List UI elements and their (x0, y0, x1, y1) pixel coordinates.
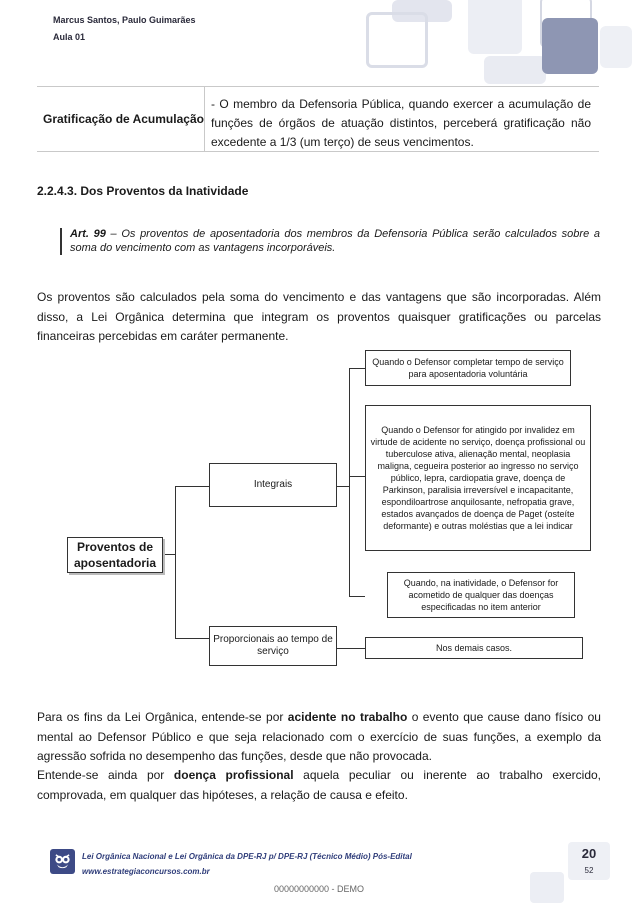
header-authors: Marcus Santos, Paulo Guimarães (53, 15, 196, 25)
connector (175, 638, 209, 639)
text: Para os fins da Lei Orgânica, entende-se por (37, 710, 288, 724)
page-total: 52 (584, 866, 594, 875)
paragraph-doenca (37, 766, 601, 805)
leaf-inatividade-box: Quando, na inatividade, o Defensor for acometido de qualquer das doenças especificadas no item anterior (387, 572, 575, 618)
connector (163, 554, 175, 555)
gratification-table (37, 86, 599, 152)
article-text: – Os proventos de aposentadoria dos membros da Defensoria Pública serão calculados sobre a soma do vencimento com as vantagens incorporáveis. (70, 228, 600, 254)
bold-term: doença profissional (173, 768, 294, 782)
header-decoration (600, 26, 632, 68)
connector (337, 486, 349, 487)
text: Entende-se ainda por (37, 768, 174, 782)
leaf-invalidez-box: Quando o Defensor for atingido por invalidez em virtude de acidente no serviço, doença profissional ou tuberculose ativa, alienação mental, neoplasia maligna, cegueira posterior ao ingresso no serviço público, lepra, cardiopatia grave, doença de Parkinson, paralisia irreversível e incapacitante, espondiloartrose anquilosante, nefropatia grave, estados avançados de doença de Paget (osteíte deformante) e outras moléstias que a lei indicar (365, 405, 591, 551)
header-decoration (366, 12, 428, 68)
paragraph-proventos: Os proventos são calculados pela soma do vencimento e das vantagens que são incorporadas. Além disso, a Lei Orgânica determina que integram os proventos quaisquer gratificações ou parcelas financeiras percebidas em caráter permanente. (37, 290, 601, 343)
text: o evento que cause dano físico ou mental ao Defensor Público e que seja relacionado com o exercício de suas funções, a exemplo da agressão sofrida no desempenho das funções, desde que não provocada. (37, 710, 601, 763)
paragraph-acidente (37, 708, 601, 767)
text: aquela peculiar ou inerente ao trabalho exercido, comprovada, em qualquer das hipóteses, a relação de causa e efeito. (37, 768, 602, 802)
law-quote (60, 228, 600, 255)
leaf-voluntaria-box: Quando o Defensor completar tempo de serviço para aposentadoria voluntária (365, 350, 571, 386)
header-decoration (468, 0, 522, 54)
footer-course-title: Lei Orgânica Nacional e Lei Orgânica da DPE-RJ p/ DPE-RJ (Técnico Médio) Pós-Edital (82, 852, 412, 861)
proporcionais-box: Proporcionais ao tempo de serviço (209, 626, 337, 666)
integrais-box: Integrais (209, 463, 337, 507)
connector (349, 596, 365, 597)
connector (349, 368, 350, 596)
connector (175, 486, 209, 487)
table-text: - O membro da Defensoria Pública, quando exercer a acumulação de funções de órgãos de atuação distintos, perceberá gratificação não excedente a 1/3 (um terço) de seus vencimentos. (211, 97, 591, 149)
footer-url-link[interactable]: www.estrategiaconcursos.com.br (82, 867, 210, 876)
owl-logo-icon (50, 849, 75, 874)
leaf-demais-box: Nos demais casos. (365, 637, 583, 659)
root-box: Proventos de aposentadoria (67, 537, 163, 573)
connector (349, 476, 365, 477)
connector (337, 648, 365, 649)
connector (175, 486, 176, 638)
bold-term: acidente no trabalho (287, 710, 408, 724)
section-heading: 2.2.4.3. Dos Proventos da Inatividade (37, 184, 249, 198)
header-lesson: Aula 01 (53, 32, 86, 42)
header-decoration (484, 56, 546, 84)
header-decoration (542, 18, 598, 74)
connector (349, 368, 365, 369)
page-number: 20 (581, 846, 597, 861)
article-number: Art. 99 (70, 228, 106, 240)
table-label: Gratificação de Acumulação (37, 87, 205, 151)
demo-watermark: 00000000000 - DEMO (273, 884, 365, 894)
